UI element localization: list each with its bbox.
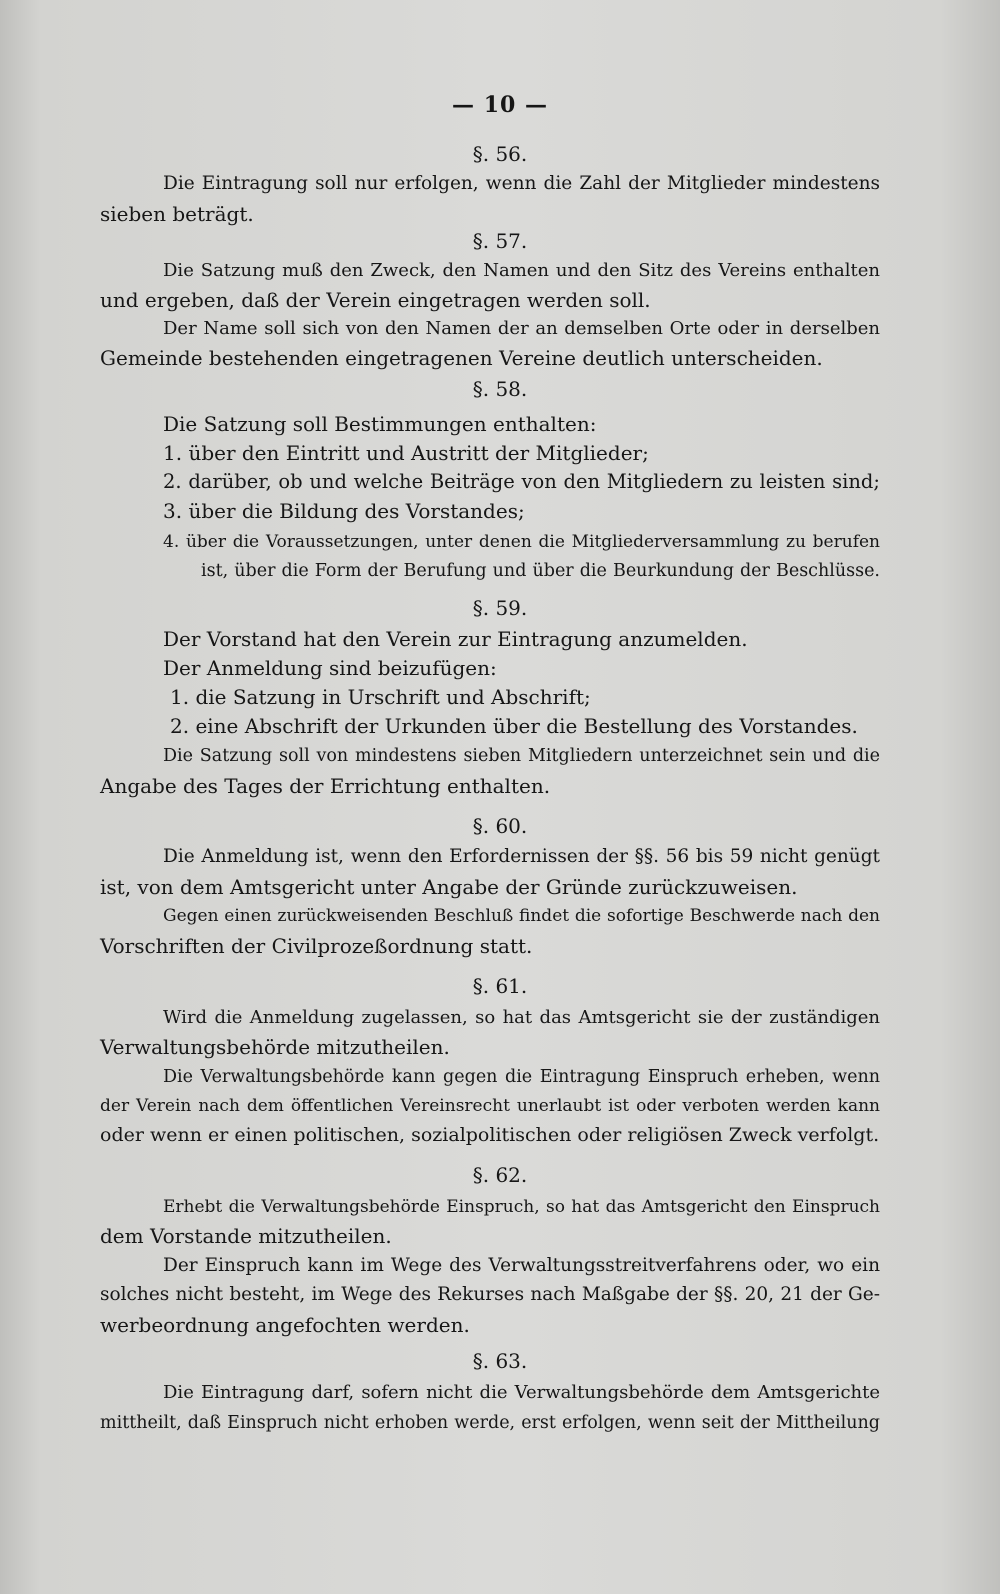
text-line: Vorschriften der Civilprozeßordnung statt. xyxy=(100,934,533,958)
page-number: — 10 — xyxy=(452,92,548,118)
text-line: Wird die Anmeldung zugelassen, so hat das Amtsgericht sie der zuständigen xyxy=(163,1007,880,1028)
text-line: Die Eintragung darf, sofern nicht die Verwaltungsbehörde dem Amtsgerichte xyxy=(163,1382,880,1403)
text-line: Die Satzung soll Bestimmungen enthalten: xyxy=(163,412,597,436)
section-heading-57: §. 57. xyxy=(472,229,528,253)
section-heading-62: §. 62. xyxy=(472,1163,528,1187)
list-item: 3. über die Bildung des Vorstandes; xyxy=(163,499,525,523)
text-line: Die Satzung muß den Zweck, den Namen und den Sitz des Vereins enthalten xyxy=(163,260,880,281)
text-line: oder wenn er einen politischen, sozialpolitischen oder religiösen Zweck verfolgt. xyxy=(100,1124,880,1146)
text-line: ist, über die Form der Berufung und über die Beurkundung der Beschlüsse. xyxy=(201,561,880,581)
list-item: 2. eine Abschrift der Urkunden über die Bestellung des Vorstandes. xyxy=(170,714,858,738)
section-heading-60: §. 60. xyxy=(472,814,528,838)
section-heading-59: §. 59. xyxy=(472,596,528,620)
section-heading-63: §. 63. xyxy=(472,1349,528,1373)
text-line: Der Einspruch kann im Wege des Verwaltungsstreitverfahrens oder, wo ein xyxy=(163,1255,880,1276)
section-heading-56: §. 56. xyxy=(472,142,528,166)
text-line: mittheilt, daß Einspruch nicht erhoben werde, erst erfolgen, wenn seit der Mittheilung xyxy=(100,1413,880,1433)
text-line: Erhebt die Verwaltungsbehörde Einspruch, so hat das Amtsgericht den Einspruch xyxy=(163,1197,880,1217)
section-heading-58: §. 58. xyxy=(472,377,528,401)
list-item: 2. darüber, ob und welche Beiträge von den Mitgliedern zu leisten sind; xyxy=(163,470,880,493)
text-line: Die Eintragung soll nur erfolgen, wenn die Zahl der Mitglieder mindestens xyxy=(163,173,880,194)
text-line: Der Name soll sich von den Namen der an demselben Orte oder in derselben xyxy=(163,318,880,339)
text-line: werbeordnung angefochten werden. xyxy=(100,1313,470,1337)
text-line: Die Anmeldung ist, wenn den Erfordernissen der §§. 56 bis 59 nicht genügt xyxy=(163,846,880,867)
list-item: 1. die Satzung in Urschrift und Abschrift; xyxy=(170,685,591,709)
text-line: Die Verwaltungsbehörde kann gegen die Eintragung Einspruch erheben, wenn xyxy=(163,1067,880,1087)
text-line: ist, von dem Amtsgericht unter Angabe der Gründe zurückzuweisen. xyxy=(100,875,798,899)
text-line: dem Vorstande mitzutheilen. xyxy=(100,1224,392,1248)
text-line: Der Anmeldung sind beizufügen: xyxy=(163,656,497,680)
text-line: und ergeben, daß der Verein eingetragen werden soll. xyxy=(100,288,651,312)
text-line: der Verein nach dem öffentlichen Vereinsrecht unerlaubt ist oder verboten werden kann xyxy=(100,1096,880,1116)
section-heading-61: §. 61. xyxy=(472,974,528,998)
text-line: Angabe des Tages der Errichtung enthalten. xyxy=(100,774,551,798)
text-line: Die Satzung soll von mindestens sieben Mitgliedern unterzeichnet sein und die xyxy=(163,746,880,766)
text-line: Gemeinde bestehenden eingetragenen Vereine deutlich unterscheiden. xyxy=(100,346,823,370)
text-line: Verwaltungsbehörde mitzutheilen. xyxy=(100,1035,450,1059)
list-item: 1. über den Eintritt und Austritt der Mitglieder; xyxy=(163,441,649,465)
text-line: Gegen einen zurückweisenden Beschluß findet die sofortige Beschwerde nach den xyxy=(163,906,880,926)
text-line: sieben beträgt. xyxy=(100,202,254,226)
text-line: Der Vorstand hat den Verein zur Eintragung anzumelden. xyxy=(163,627,748,651)
text-line: solches nicht besteht, im Wege des Rekurses nach Maßgabe der §§. 20, 21 der Ge- xyxy=(100,1284,880,1305)
list-item: 4. über die Voraussetzungen, unter denen die Mitgliederversammlung zu berufen xyxy=(163,532,880,552)
